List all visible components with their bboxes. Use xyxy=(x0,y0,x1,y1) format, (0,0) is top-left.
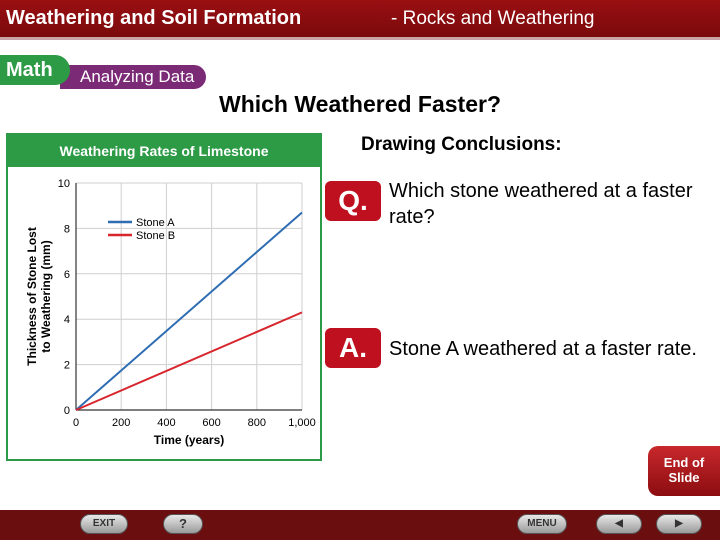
x-tick-label: 0 xyxy=(72,417,80,429)
chart-panel xyxy=(6,133,322,461)
y-axis-title-line1: Thickness of Stone Lost xyxy=(25,227,39,366)
answer-badge: A. xyxy=(325,328,381,368)
chart-plot xyxy=(8,167,320,459)
legend-label: Stone A xyxy=(136,217,175,229)
chart-title: Weathering Rates of Limestone xyxy=(8,135,320,167)
x-tick-label: 800 xyxy=(247,417,266,429)
y-tick-label: 6 xyxy=(63,268,70,281)
header-subtitle-text: Rocks and Weathering xyxy=(402,8,595,29)
header-bar xyxy=(0,0,720,37)
next-button[interactable]: ▶ xyxy=(656,514,702,534)
series-line xyxy=(76,213,302,410)
y-tick-label: 8 xyxy=(63,223,70,236)
header-separator: - xyxy=(391,8,403,29)
math-tab xyxy=(0,55,70,85)
question-text: Which stone weathered at a faster rate? xyxy=(389,180,693,228)
help-button[interactable]: ? xyxy=(163,514,203,534)
end-slide-line1: End of xyxy=(663,455,705,470)
analyzing-data-label: Analyzing Data xyxy=(80,67,195,86)
y-axis-title-line2: to Weathering (mm) xyxy=(39,240,53,353)
x-tick-label: 400 xyxy=(157,417,176,429)
end-of-slide-button[interactable] xyxy=(648,446,720,496)
previous-button[interactable]: ◀ xyxy=(596,514,642,534)
exit-button[interactable]: EXIT xyxy=(80,514,128,534)
y-tick-label: 10 xyxy=(57,178,70,190)
menu-button[interactable]: MENU xyxy=(517,514,567,534)
legend-label: Stone B xyxy=(136,230,176,242)
series-line xyxy=(76,312,302,410)
math-label: Math xyxy=(6,59,53,81)
y-tick-label: 4 xyxy=(63,314,70,327)
answer-text: Stone A weathered at a faster rate. xyxy=(389,338,697,360)
header-subtitle xyxy=(391,8,594,30)
question-badge: Q. xyxy=(325,181,381,221)
slide-title: Which Weathered Faster? xyxy=(218,91,502,117)
x-tick-label: 600 xyxy=(202,417,221,429)
section-label: Drawing Conclusions: xyxy=(361,134,562,155)
y-tick-label: 2 xyxy=(63,359,70,372)
y-tick-label: 0 xyxy=(63,405,70,417)
x-tick-label: 200 xyxy=(112,417,131,429)
x-axis-title: Time (years) xyxy=(153,433,225,447)
end-slide-line2: Slide xyxy=(668,470,700,485)
header-title: Weathering and Soil Formation xyxy=(6,7,302,29)
analyzing-data-tab xyxy=(60,65,206,89)
header-rule xyxy=(0,37,720,40)
x-tick-label: 1,000 xyxy=(288,417,316,429)
